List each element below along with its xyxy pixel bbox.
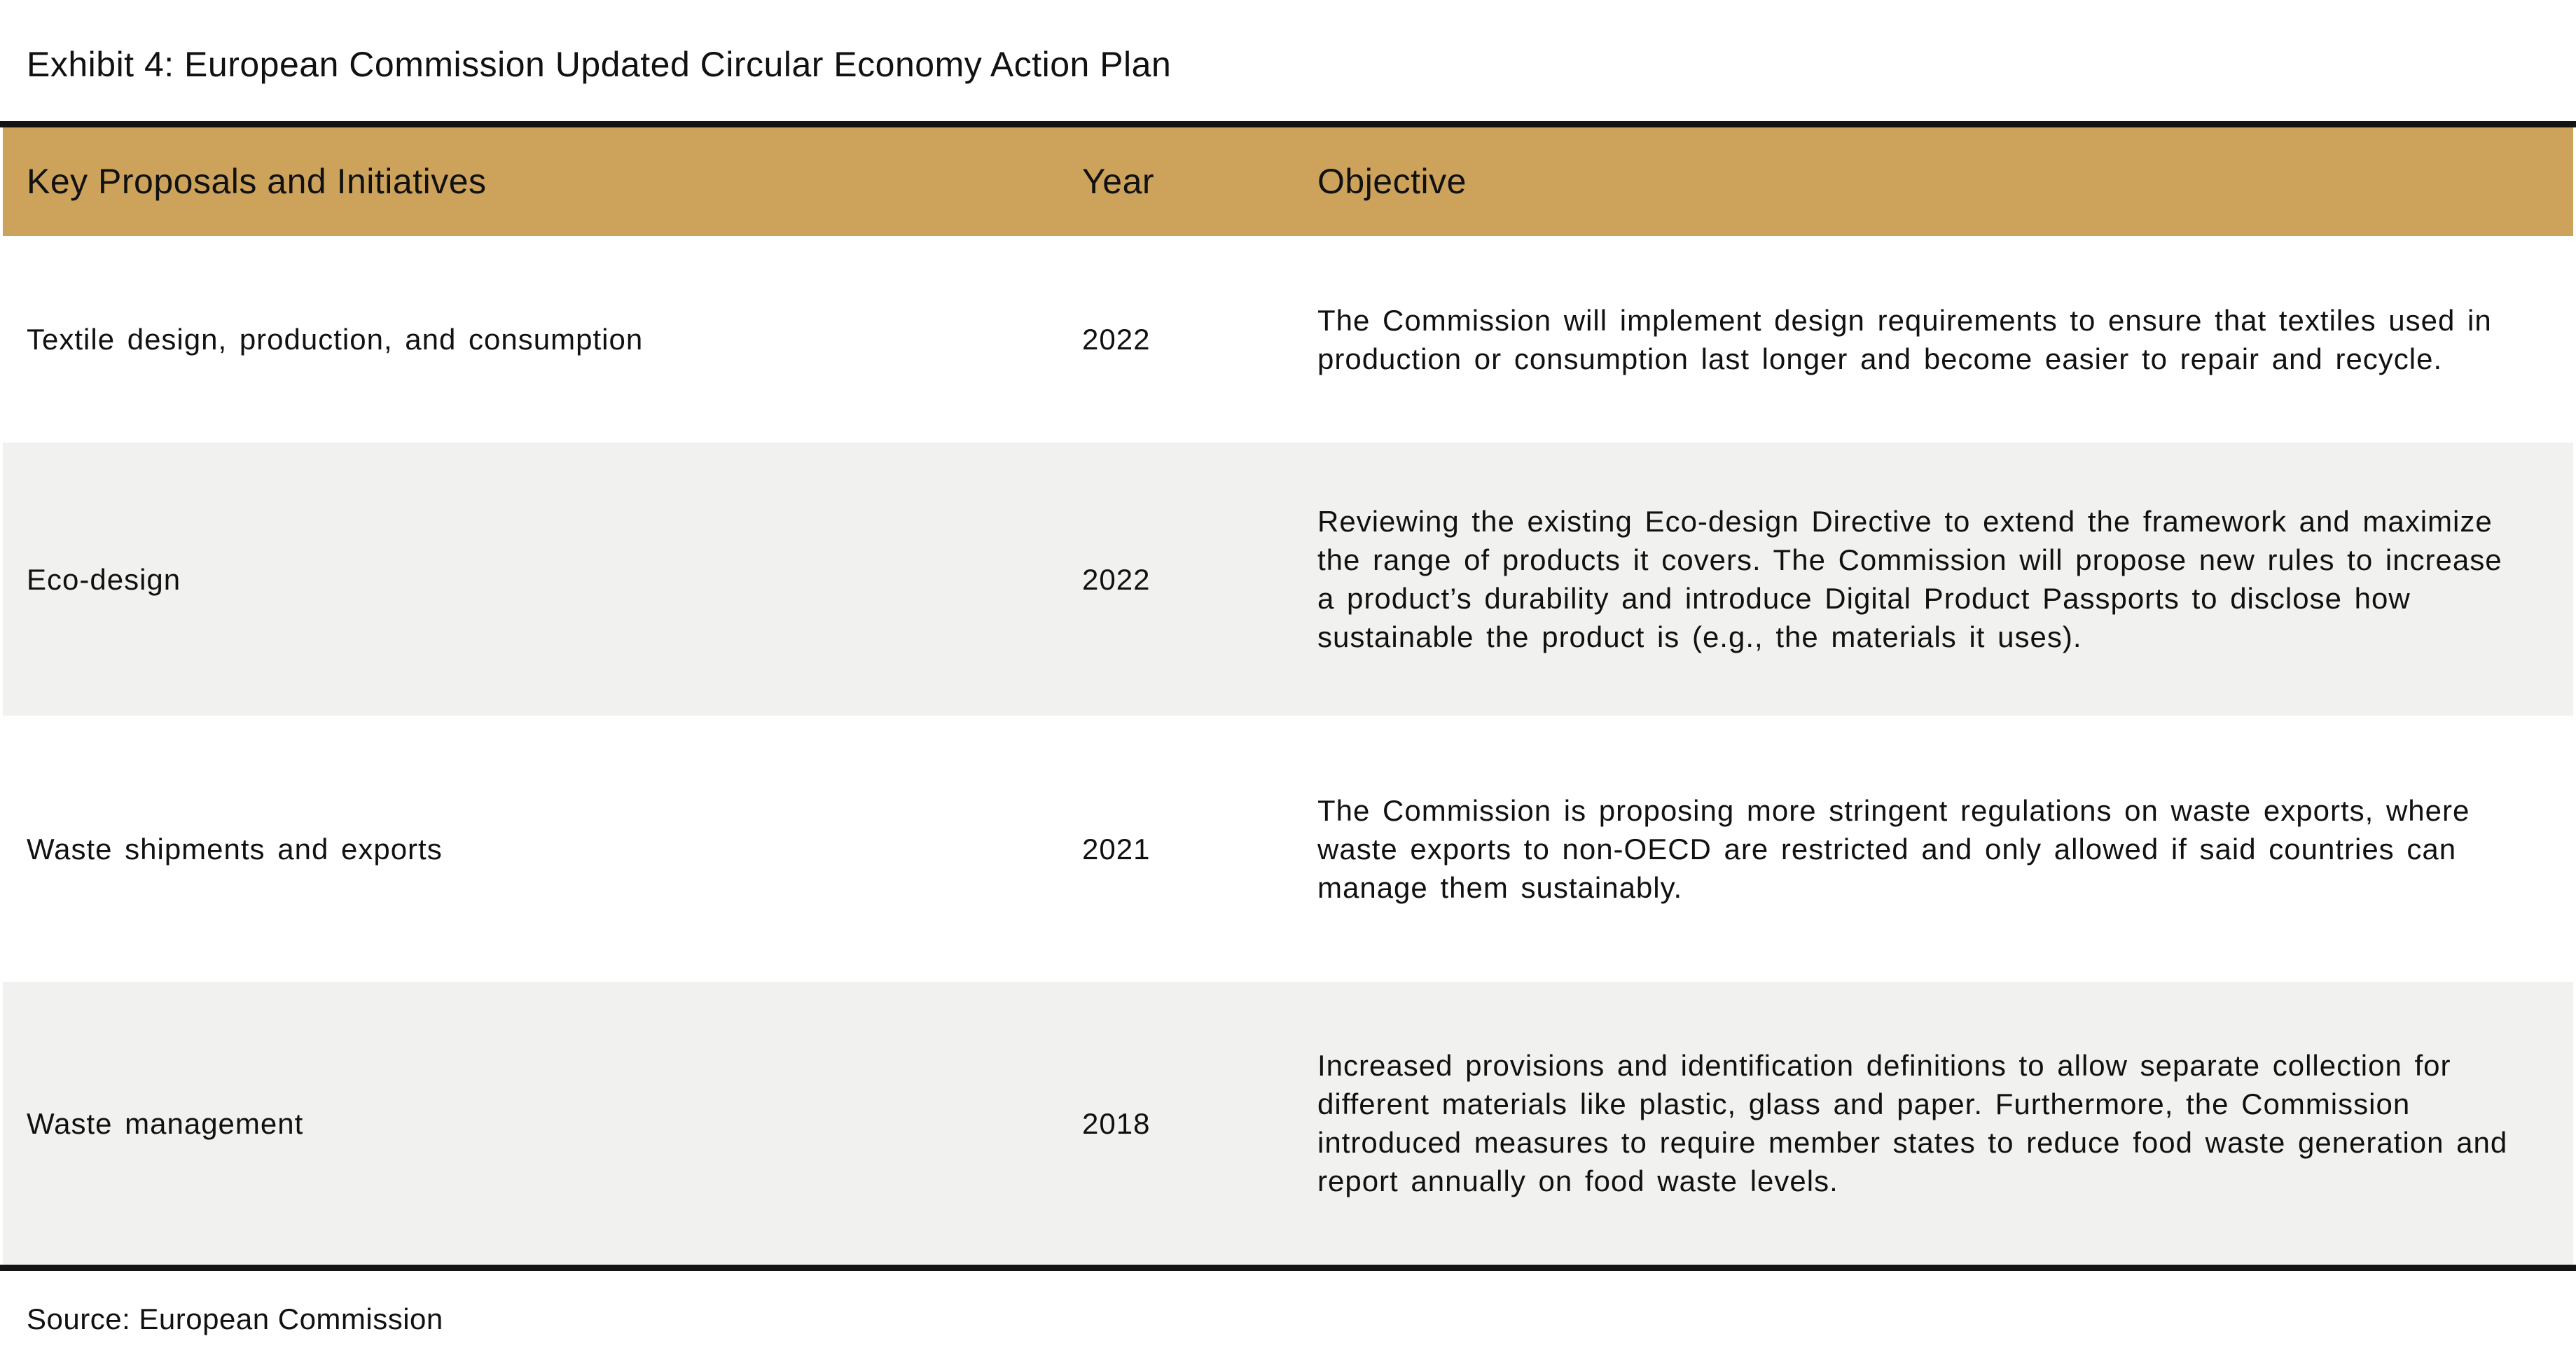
source-note: Source: European Commission — [27, 1302, 443, 1335]
column-header-objective: Objective — [1317, 162, 1467, 201]
objective-cell: Reviewing the existing Eco-design Directive to extend the framework and maximize the range of products it covers. The Commission will propose new rules to increase a product’s durability and introduce Digital Product Passports to disclose how sustainable the product is (e.g., the materials it uses). — [1317, 505, 2502, 653]
column-header-year: Year — [1082, 162, 1155, 201]
year-cell: 2022 — [1082, 562, 1151, 596]
proposal-cell: Eco-design — [27, 562, 181, 596]
column-header-proposals: Key Proposals and Initiatives — [27, 162, 487, 201]
top-rule — [0, 121, 2576, 127]
table-row — [3, 982, 2573, 1265]
table-row — [3, 443, 2573, 716]
proposal-cell: Waste management — [27, 1106, 304, 1140]
action-plan-table — [3, 127, 2573, 1265]
bottom-rule — [0, 1265, 2576, 1271]
table-row — [3, 716, 2573, 982]
year-cell: 2018 — [1082, 1106, 1151, 1140]
proposal-cell: Textile design, production, and consumption — [27, 323, 644, 356]
objective-cell: The Commission is proposing more stringent regulations on waste exports, where waste exports to non-OECD are restricted and only allowed if said countries can manage them sustainably. — [1317, 793, 2470, 904]
exhibit-title: Exhibit 4: European Commission Updated Circular Economy Action Plan — [27, 45, 1172, 84]
objective-cell: Increased provisions and identification definitions to allow separate collection for different materials like plastic, glass and paper. Furthermore, the Commission introduced measures to require member states to reduce food waste generation and report annually on food waste levels. — [1317, 1049, 2508, 1197]
objective-cell: The Commission will implement design requirements to ensure that textiles used in production or consumption last longer and become easier to repair and recycle. — [1317, 303, 2492, 375]
table-header-row — [3, 127, 2573, 236]
year-cell: 2021 — [1082, 832, 1151, 866]
year-cell: 2022 — [1082, 323, 1151, 356]
proposal-cell: Waste shipments and exports — [27, 832, 443, 866]
table-row — [3, 236, 2573, 443]
